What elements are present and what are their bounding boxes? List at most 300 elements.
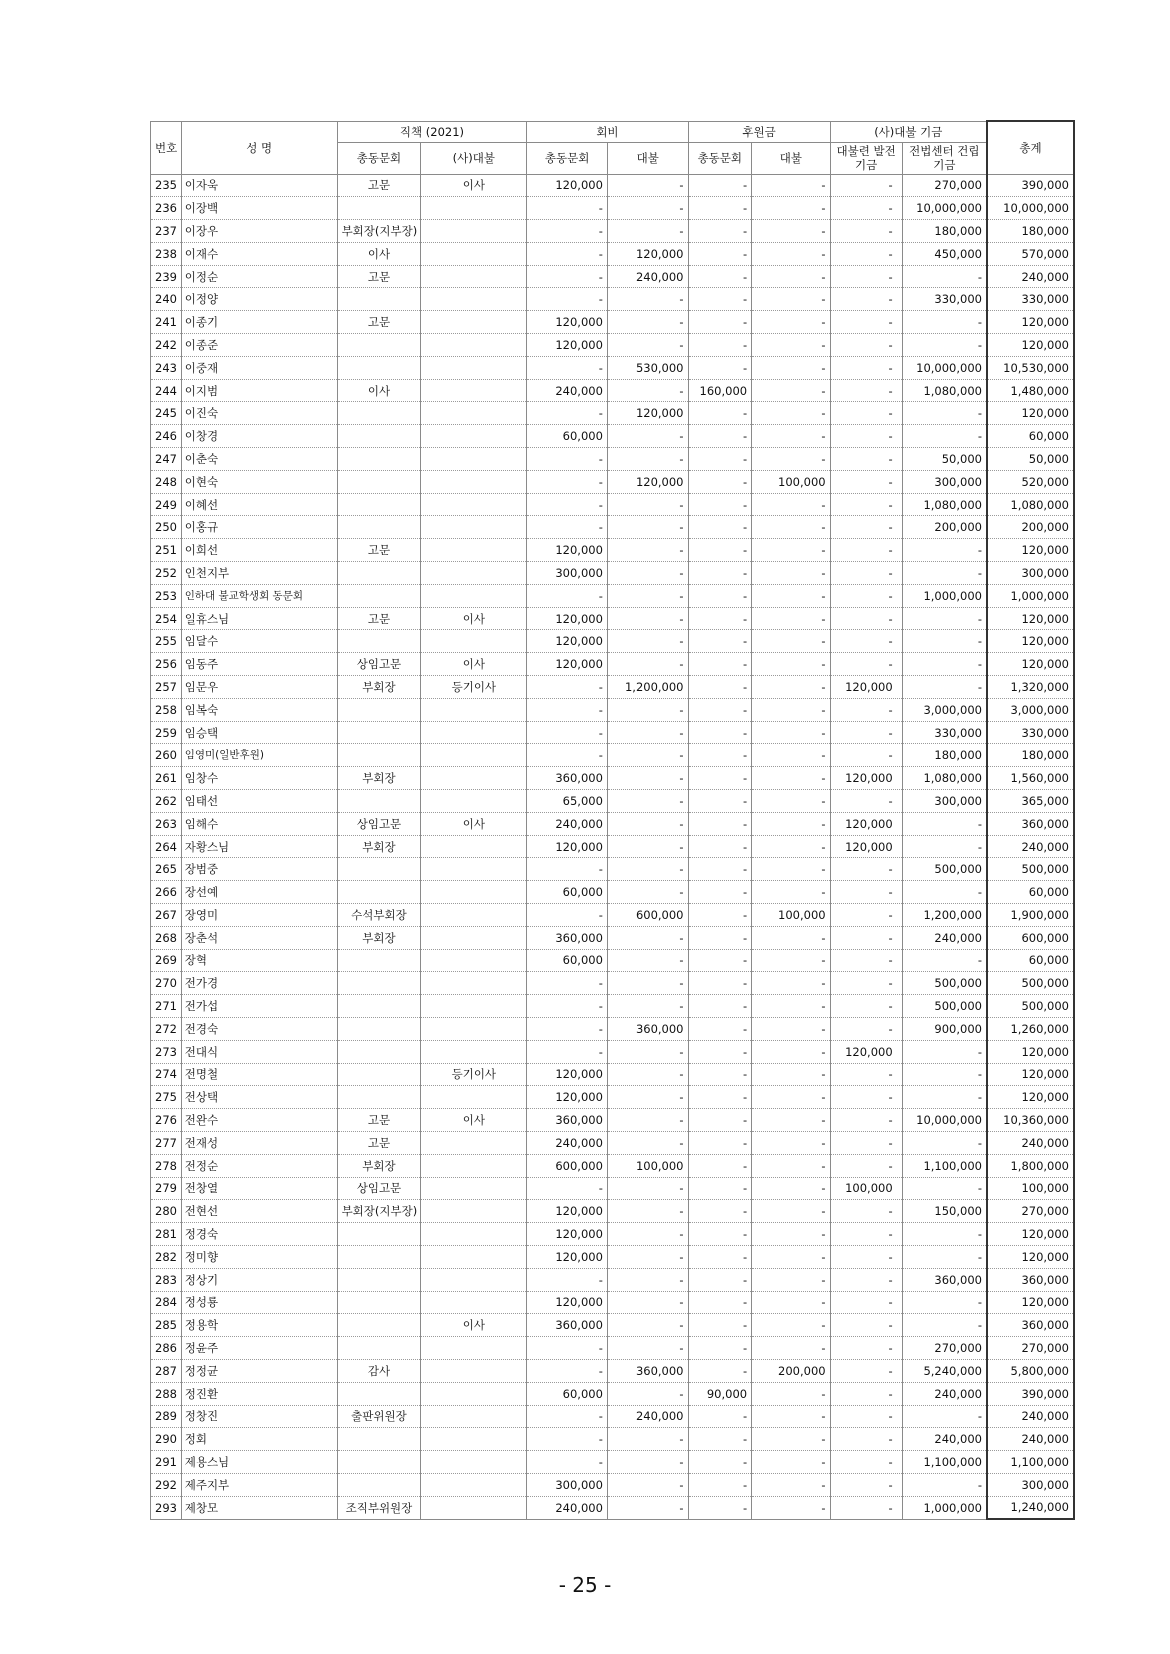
row-development-fund: - — [830, 1109, 902, 1132]
row-position-daebul — [421, 698, 527, 721]
row-support-daebul: - — [752, 288, 830, 311]
row-position-alumni — [337, 1314, 421, 1337]
row-dues-daebul: - — [607, 1040, 688, 1063]
row-position-alumni — [337, 1268, 421, 1291]
row-dharma-center-fund: 330,000 — [902, 721, 987, 744]
row-dharma-center-fund: 1,080,000 — [902, 767, 987, 790]
row-name: 임태선 — [181, 790, 337, 813]
row-total: 390,000 — [987, 174, 1074, 197]
row-position-alumni — [337, 858, 421, 881]
row-support-alumni: - — [688, 1359, 752, 1382]
row-no: 293 — [151, 1496, 182, 1519]
row-total: 240,000 — [987, 1428, 1074, 1451]
row-development-fund: - — [830, 311, 902, 334]
row-name: 이재수 — [181, 242, 337, 265]
row-name: 장혁 — [181, 949, 337, 972]
row-dues-alumni: 120,000 — [527, 607, 608, 630]
row-support-alumni: - — [688, 516, 752, 539]
row-dharma-center-fund: 240,000 — [902, 1428, 987, 1451]
row-dues-alumni: - — [527, 1405, 608, 1428]
row-dues-daebul: 360,000 — [607, 1017, 688, 1040]
row-dharma-center-fund: 50,000 — [902, 448, 987, 471]
row-support-daebul: - — [752, 1268, 830, 1291]
row-no: 262 — [151, 790, 182, 813]
row-dues-daebul: 530,000 — [607, 356, 688, 379]
row-dharma-center-fund: - — [902, 311, 987, 334]
row-no: 266 — [151, 881, 182, 904]
row-dharma-center-fund: - — [902, 334, 987, 357]
header-dues: 회비 — [527, 121, 688, 142]
row-support-daebul: - — [752, 1451, 830, 1474]
row-total: 10,530,000 — [987, 356, 1074, 379]
row-dharma-center-fund: 300,000 — [902, 790, 987, 813]
row-development-fund: - — [830, 1359, 902, 1382]
row-position-daebul — [421, 767, 527, 790]
row-support-daebul: - — [752, 242, 830, 265]
row-support-daebul: - — [752, 356, 830, 379]
row-support-alumni: - — [688, 425, 752, 448]
row-dues-daebul: - — [607, 812, 688, 835]
row-support-alumni: - — [688, 790, 752, 813]
row-dues-daebul: - — [607, 425, 688, 448]
row-support-alumni: - — [688, 698, 752, 721]
row-position-alumni — [337, 790, 421, 813]
row-development-fund: - — [830, 288, 902, 311]
subheader-dharma-center-fund: 전법센터 건립기금 — [902, 142, 987, 174]
row-dharma-center-fund: - — [902, 1314, 987, 1337]
table-row — [151, 425, 1075, 448]
row-development-fund: - — [830, 562, 902, 585]
row-dues-daebul: 120,000 — [607, 242, 688, 265]
row-support-daebul: - — [752, 493, 830, 516]
row-support-alumni: - — [688, 653, 752, 676]
row-dues-daebul: - — [607, 949, 688, 972]
row-position-alumni — [337, 949, 421, 972]
row-support-alumni: - — [688, 584, 752, 607]
table-row — [151, 858, 1075, 881]
row-position-daebul — [421, 379, 527, 402]
row-development-fund: 120,000 — [830, 835, 902, 858]
row-support-alumni: - — [688, 1496, 752, 1519]
row-name: 제주지부 — [181, 1473, 337, 1496]
row-dues-alumni: - — [527, 265, 608, 288]
row-no: 284 — [151, 1291, 182, 1314]
row-total: 330,000 — [987, 288, 1074, 311]
table-row — [151, 835, 1075, 858]
row-name: 제창모 — [181, 1496, 337, 1519]
row-position-alumni: 부회장(지부장) — [337, 220, 421, 243]
row-name: 이희선 — [181, 539, 337, 562]
row-dharma-center-fund: 1,080,000 — [902, 493, 987, 516]
row-support-alumni: - — [688, 607, 752, 630]
table-row — [151, 1359, 1075, 1382]
row-dues-alumni: - — [527, 676, 608, 699]
row-support-alumni: - — [688, 288, 752, 311]
row-dues-alumni: - — [527, 1268, 608, 1291]
row-dues-daebul: - — [607, 630, 688, 653]
row-dues-daebul: - — [607, 972, 688, 995]
row-support-alumni: - — [688, 174, 752, 197]
row-no: 278 — [151, 1154, 182, 1177]
row-total: 120,000 — [987, 1086, 1074, 1109]
row-total: 300,000 — [987, 562, 1074, 585]
row-dharma-center-fund: 200,000 — [902, 516, 987, 539]
row-position-alumni: 출판위원장 — [337, 1405, 421, 1428]
row-name: 전명철 — [181, 1063, 337, 1086]
row-name: 이종기 — [181, 311, 337, 334]
row-position-daebul — [421, 858, 527, 881]
row-total: 240,000 — [987, 1131, 1074, 1154]
row-dues-daebul: - — [607, 767, 688, 790]
row-total: 1,900,000 — [987, 904, 1074, 927]
row-name: 이종준 — [181, 334, 337, 357]
row-support-daebul: - — [752, 402, 830, 425]
row-dharma-center-fund: 300,000 — [902, 470, 987, 493]
row-no: 263 — [151, 812, 182, 835]
table-row — [151, 402, 1075, 425]
row-position-daebul: 등기이사 — [421, 1063, 527, 1086]
row-development-fund: - — [830, 402, 902, 425]
row-dues-daebul: - — [607, 1428, 688, 1451]
row-position-alumni — [337, 402, 421, 425]
table-row — [151, 584, 1075, 607]
row-dues-alumni: - — [527, 744, 608, 767]
row-no: 245 — [151, 402, 182, 425]
row-position-daebul — [421, 539, 527, 562]
row-support-daebul: - — [752, 562, 830, 585]
row-dharma-center-fund: - — [902, 402, 987, 425]
row-dues-alumni: 120,000 — [527, 1200, 608, 1223]
table-row — [151, 949, 1075, 972]
row-development-fund: - — [830, 220, 902, 243]
row-total: 1,800,000 — [987, 1154, 1074, 1177]
row-support-alumni: - — [688, 197, 752, 220]
table-row — [151, 653, 1075, 676]
row-dharma-center-fund: - — [902, 425, 987, 448]
row-name: 장춘석 — [181, 926, 337, 949]
row-name: 임문우 — [181, 676, 337, 699]
row-total: 240,000 — [987, 835, 1074, 858]
row-support-daebul: - — [752, 1428, 830, 1451]
row-position-alumni: 고문 — [337, 539, 421, 562]
row-total: 270,000 — [987, 1337, 1074, 1360]
row-position-alumni — [337, 1428, 421, 1451]
row-support-alumni: - — [688, 242, 752, 265]
row-name: 자황스님 — [181, 835, 337, 858]
row-development-fund: - — [830, 744, 902, 767]
row-dues-alumni: - — [527, 904, 608, 927]
row-no: 259 — [151, 721, 182, 744]
table-row — [151, 1496, 1075, 1519]
header-total: 총계 — [987, 121, 1074, 174]
row-position-alumni: 상임고문 — [337, 812, 421, 835]
row-name: 전경숙 — [181, 1017, 337, 1040]
row-total: 240,000 — [987, 265, 1074, 288]
row-no: 279 — [151, 1177, 182, 1200]
row-position-alumni — [337, 334, 421, 357]
row-position-daebul — [421, 265, 527, 288]
row-support-daebul: - — [752, 767, 830, 790]
row-development-fund: - — [830, 1314, 902, 1337]
row-position-daebul — [421, 493, 527, 516]
row-position-daebul — [421, 311, 527, 334]
row-position-daebul — [421, 721, 527, 744]
row-dues-daebul: - — [607, 790, 688, 813]
row-no: 271 — [151, 995, 182, 1018]
row-no: 241 — [151, 311, 182, 334]
row-support-daebul: - — [752, 1017, 830, 1040]
row-dues-alumni: 600,000 — [527, 1154, 608, 1177]
row-dues-alumni: - — [527, 995, 608, 1018]
row-no: 237 — [151, 220, 182, 243]
row-position-daebul: 이사 — [421, 653, 527, 676]
row-development-fund: - — [830, 1473, 902, 1496]
row-dues-daebul: - — [607, 881, 688, 904]
row-dues-daebul: - — [607, 995, 688, 1018]
row-position-alumni: 고문 — [337, 1109, 421, 1132]
row-name: 이중재 — [181, 356, 337, 379]
row-position-daebul: 이사 — [421, 1314, 527, 1337]
row-dues-alumni: - — [527, 1040, 608, 1063]
row-support-daebul: - — [752, 1314, 830, 1337]
row-support-daebul: - — [752, 334, 830, 357]
row-no: 272 — [151, 1017, 182, 1040]
row-name: 정창진 — [181, 1405, 337, 1428]
row-dharma-center-fund: 1,000,000 — [902, 1496, 987, 1519]
row-position-alumni — [337, 562, 421, 585]
row-no: 280 — [151, 1200, 182, 1223]
row-position-alumni — [337, 1040, 421, 1063]
row-development-fund: - — [830, 972, 902, 995]
row-total: 180,000 — [987, 220, 1074, 243]
table-row — [151, 174, 1075, 197]
row-position-alumni — [337, 881, 421, 904]
row-dues-daebul: - — [607, 1337, 688, 1360]
row-dues-alumni: - — [527, 972, 608, 995]
row-development-fund: - — [830, 1063, 902, 1086]
row-dues-alumni: 120,000 — [527, 311, 608, 334]
row-support-alumni: - — [688, 630, 752, 653]
row-name: 임복숙 — [181, 698, 337, 721]
row-dharma-center-fund: 240,000 — [902, 1382, 987, 1405]
row-support-alumni: - — [688, 1131, 752, 1154]
row-position-daebul — [421, 562, 527, 585]
row-support-daebul: - — [752, 1200, 830, 1223]
row-dues-alumni: 300,000 — [527, 1473, 608, 1496]
table-row — [151, 676, 1075, 699]
row-no: 251 — [151, 539, 182, 562]
row-position-alumni — [337, 584, 421, 607]
row-development-fund: - — [830, 858, 902, 881]
table-row — [151, 562, 1075, 585]
row-name: 이장백 — [181, 197, 337, 220]
row-dharma-center-fund: 10,000,000 — [902, 1109, 987, 1132]
table-row — [151, 356, 1075, 379]
row-name: 임동주 — [181, 653, 337, 676]
row-position-daebul — [421, 744, 527, 767]
row-dues-daebul: - — [607, 721, 688, 744]
row-position-daebul — [421, 1496, 527, 1519]
row-dharma-center-fund: - — [902, 653, 987, 676]
row-total: 365,000 — [987, 790, 1074, 813]
row-development-fund: - — [830, 1154, 902, 1177]
row-support-alumni: - — [688, 995, 752, 1018]
row-position-alumni — [337, 425, 421, 448]
row-support-daebul: 100,000 — [752, 904, 830, 927]
row-position-daebul — [421, 1245, 527, 1268]
row-no: 285 — [151, 1314, 182, 1337]
row-no: 252 — [151, 562, 182, 585]
row-position-daebul — [421, 470, 527, 493]
header-position: 직책 (2021) — [337, 121, 527, 142]
row-dues-daebul: - — [607, 698, 688, 721]
row-support-daebul: - — [752, 425, 830, 448]
row-support-alumni: - — [688, 448, 752, 471]
row-position-alumni — [337, 1245, 421, 1268]
row-dharma-center-fund: 500,000 — [902, 995, 987, 1018]
row-total: 360,000 — [987, 812, 1074, 835]
table-row — [151, 1291, 1075, 1314]
row-total: 120,000 — [987, 1245, 1074, 1268]
row-name: 장선예 — [181, 881, 337, 904]
row-name: 전상택 — [181, 1086, 337, 1109]
row-support-daebul: - — [752, 812, 830, 835]
row-development-fund: - — [830, 1405, 902, 1428]
row-support-daebul: - — [752, 858, 830, 881]
row-development-fund: - — [830, 242, 902, 265]
row-no: 269 — [151, 949, 182, 972]
row-position-alumni — [337, 972, 421, 995]
row-dues-alumni: - — [527, 288, 608, 311]
row-position-alumni: 부회장(지부장) — [337, 1200, 421, 1223]
row-position-daebul — [421, 972, 527, 995]
row-support-alumni: - — [688, 1177, 752, 1200]
row-dues-alumni: 120,000 — [527, 1086, 608, 1109]
row-development-fund: - — [830, 539, 902, 562]
row-development-fund: - — [830, 334, 902, 357]
row-position-alumni: 감사 — [337, 1359, 421, 1382]
row-no: 239 — [151, 265, 182, 288]
subheader-support-daebul: 대불 — [752, 142, 830, 174]
table-row — [151, 995, 1075, 1018]
row-dues-daebul: - — [607, 516, 688, 539]
row-support-daebul: - — [752, 1382, 830, 1405]
row-position-alumni — [337, 995, 421, 1018]
row-total: 120,000 — [987, 1223, 1074, 1246]
row-dharma-center-fund: - — [902, 1291, 987, 1314]
table-row — [151, 288, 1075, 311]
row-development-fund: 120,000 — [830, 1040, 902, 1063]
row-dharma-center-fund: - — [902, 835, 987, 858]
row-total: 60,000 — [987, 949, 1074, 972]
row-dharma-center-fund: 500,000 — [902, 858, 987, 881]
row-support-daebul: - — [752, 1109, 830, 1132]
row-support-daebul: - — [752, 676, 830, 699]
row-support-alumni: - — [688, 356, 752, 379]
row-no: 235 — [151, 174, 182, 197]
row-position-alumni — [337, 288, 421, 311]
row-name: 정윤주 — [181, 1337, 337, 1360]
row-no: 261 — [151, 767, 182, 790]
row-dues-daebul: - — [607, 1473, 688, 1496]
row-support-alumni: - — [688, 562, 752, 585]
row-development-fund: - — [830, 197, 902, 220]
row-dues-daebul: - — [607, 288, 688, 311]
row-position-daebul — [421, 1040, 527, 1063]
row-development-fund: 100,000 — [830, 1177, 902, 1200]
row-total: 1,100,000 — [987, 1451, 1074, 1474]
row-dues-daebul: - — [607, 1314, 688, 1337]
row-support-alumni: - — [688, 1405, 752, 1428]
row-dues-daebul: 600,000 — [607, 904, 688, 927]
row-support-daebul: - — [752, 516, 830, 539]
row-total: 600,000 — [987, 926, 1074, 949]
row-dues-alumni: - — [527, 220, 608, 243]
row-dues-daebul: - — [607, 744, 688, 767]
row-dharma-center-fund: 10,000,000 — [902, 197, 987, 220]
row-position-alumni: 고문 — [337, 1131, 421, 1154]
row-dues-daebul: - — [607, 1086, 688, 1109]
row-support-daebul: - — [752, 653, 830, 676]
row-position-daebul — [421, 630, 527, 653]
row-support-daebul: - — [752, 1177, 830, 1200]
row-position-alumni — [337, 1382, 421, 1405]
row-position-daebul: 등기이사 — [421, 676, 527, 699]
row-name: 정진환 — [181, 1382, 337, 1405]
row-dharma-center-fund: - — [902, 539, 987, 562]
row-dharma-center-fund: - — [902, 1040, 987, 1063]
row-development-fund: - — [830, 698, 902, 721]
row-no: 265 — [151, 858, 182, 881]
row-total: 1,260,000 — [987, 1017, 1074, 1040]
table-row — [151, 493, 1075, 516]
row-position-alumni: 상임고문 — [337, 1177, 421, 1200]
row-dues-alumni: 240,000 — [527, 379, 608, 402]
row-development-fund: - — [830, 493, 902, 516]
row-support-alumni: 160,000 — [688, 379, 752, 402]
row-name: 임영미(일반후원) — [181, 744, 337, 767]
row-development-fund: - — [830, 1017, 902, 1040]
row-name: 전재성 — [181, 1131, 337, 1154]
row-dues-alumni: 300,000 — [527, 562, 608, 585]
row-no: 276 — [151, 1109, 182, 1132]
table-row — [151, 630, 1075, 653]
row-support-daebul: - — [752, 220, 830, 243]
row-position-daebul: 이사 — [421, 174, 527, 197]
row-no: 288 — [151, 1382, 182, 1405]
row-position-daebul — [421, 1177, 527, 1200]
row-total: 120,000 — [987, 1063, 1074, 1086]
row-support-daebul: - — [752, 584, 830, 607]
row-no: 273 — [151, 1040, 182, 1063]
row-position-alumni: 부회장 — [337, 835, 421, 858]
row-development-fund: - — [830, 949, 902, 972]
row-dharma-center-fund: - — [902, 1086, 987, 1109]
row-support-alumni: - — [688, 812, 752, 835]
row-dues-alumni: 120,000 — [527, 539, 608, 562]
row-position-alumni — [337, 698, 421, 721]
row-no: 260 — [151, 744, 182, 767]
row-dues-daebul: - — [607, 539, 688, 562]
row-dues-daebul: - — [607, 1109, 688, 1132]
row-no: 243 — [151, 356, 182, 379]
row-dues-daebul: - — [607, 858, 688, 881]
row-no: 236 — [151, 197, 182, 220]
row-total: 270,000 — [987, 1200, 1074, 1223]
table-row — [151, 790, 1075, 813]
row-no: 244 — [151, 379, 182, 402]
row-support-alumni: - — [688, 311, 752, 334]
